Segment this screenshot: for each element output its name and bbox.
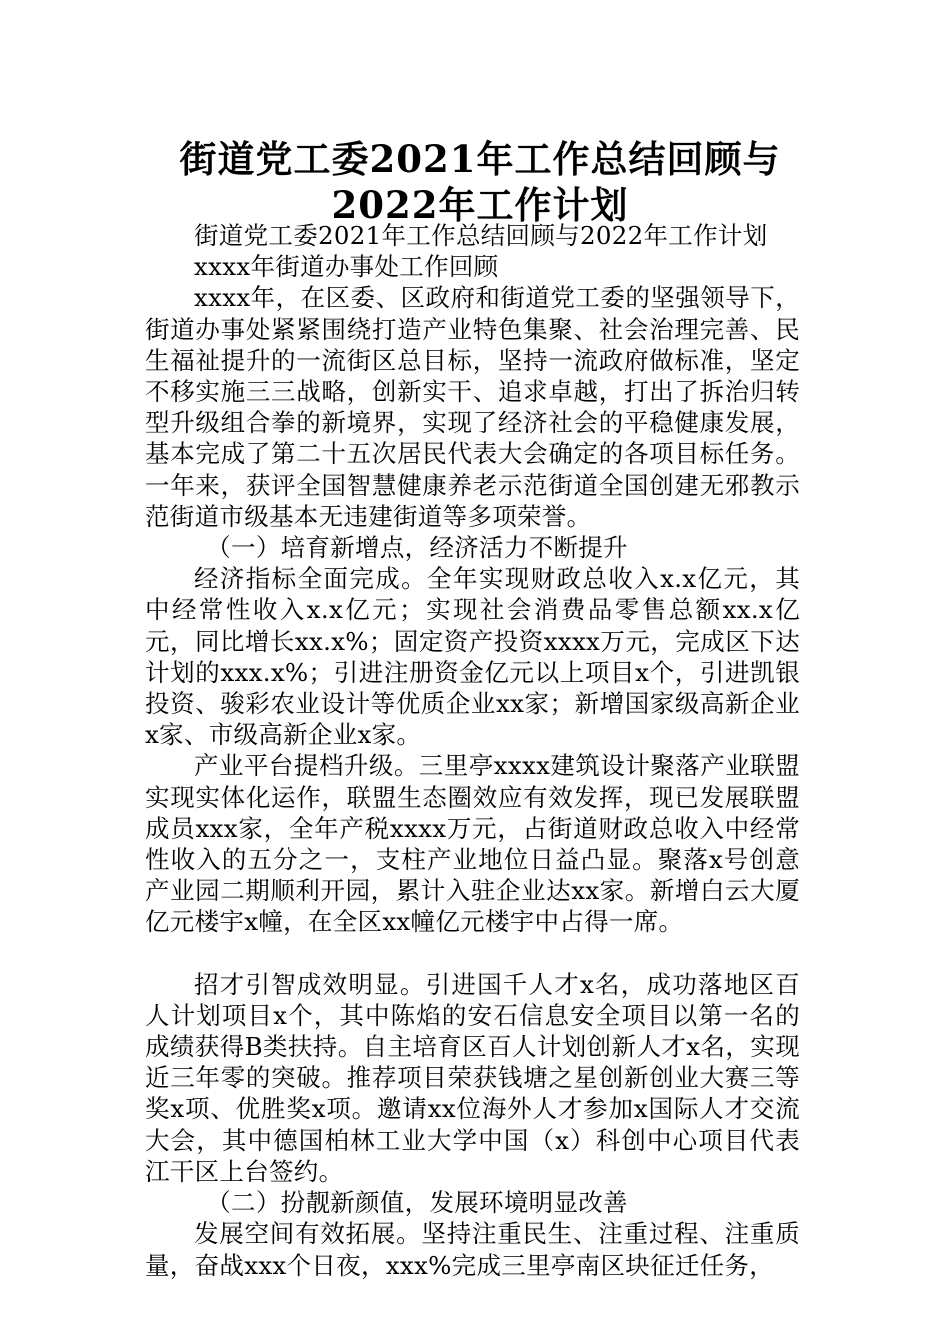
section-heading-1: （一）培育新增点，经济活力不断提升	[206, 533, 628, 563]
paragraph-industry-platform: 产业平台提档升级。三里亭xxxx建筑设计聚落产业联盟实现实体化运作，联盟生态圈效应有效发挥，现已发展联盟成员xxx家，全年产税xxxx万元，占街道财政总收入中经常性收入的五分之一，支柱产业地位日益凸显。聚落x号创意产业园二期顺利开园，累计入驻企业达xx家。新增白云大厦亿元楼宇x幢，在全区xx幢亿元楼宇中占得一席。	[145, 751, 800, 937]
paragraph-economic-indicators: 经济指标全面完成。全年实现财政总收入x.x亿元，其中经常性收入x.x亿元；实现社会消费品零售总额xx.x亿元，同比增长xx.x%；固定资产投资xxxx万元，完成区下达计划的xxx.x%；引进注册资金亿元以上项目x个，引进凯银投资、骏彩农业设计等优质企业xx家；新增国家级高新企业x家、市级高新企业x家。	[145, 564, 800, 750]
paragraph-gap	[145, 938, 800, 969]
paragraph-overview: xxxx年，在区委、区政府和街道党工委的坚强领导下，街道办事处紧紧围绕打造产业特色集聚、社会治理完善、民生福祉提升的一流街区总目标，坚持一流政府做标准，坚定不移实施三三战略，创新实干、追求卓越，打出了拆治归转型升级组合拳的新境界，实现了经济社会的平稳健康发展，基本完成了第二十五次居民代表大会确定的各项目标任务。一年来，获评全国智慧健康养老示范街道全国创建无邪教示范街道市级基本无违建街道等多项荣誉。	[145, 283, 800, 531]
document-title: 街道党工委2021年工作总结回顾与2022年工作计划	[179, 137, 781, 227]
document-body	[145, 220, 800, 1281]
section-heading-2: （二）扮靓新颜值，发展环境明显改善	[206, 1188, 628, 1218]
section-heading-review: xxxx年街道办事处工作回顾	[194, 252, 499, 282]
paragraph-talent: 招才引智成效明显。引进国千人才x名，成功落地区百人计划项目x个，其中陈焰的安石信息安全项目以第一名的成绩获得B类扶持。自主培育区百人计划创新人才x名，实现近三年零的突破。推荐项目荣获钱塘之星创新创业大赛三等奖x项、优胜奖x项。邀请xx位海外人才参加x国际人才交流大会，其中德国柏林工业大学中国（x）科创中心项目代表江干区上台签约。	[145, 969, 800, 1186]
subtitle-line: 街道党工委2021年工作总结回顾与2022年工作计划	[194, 221, 768, 250]
paragraph-development-space: 发展空间有效拓展。坚持注重民生、注重过程、注重质量，奋战xxx个日夜，xxx%完成三里亭南区块征迁任务，	[145, 1219, 800, 1280]
